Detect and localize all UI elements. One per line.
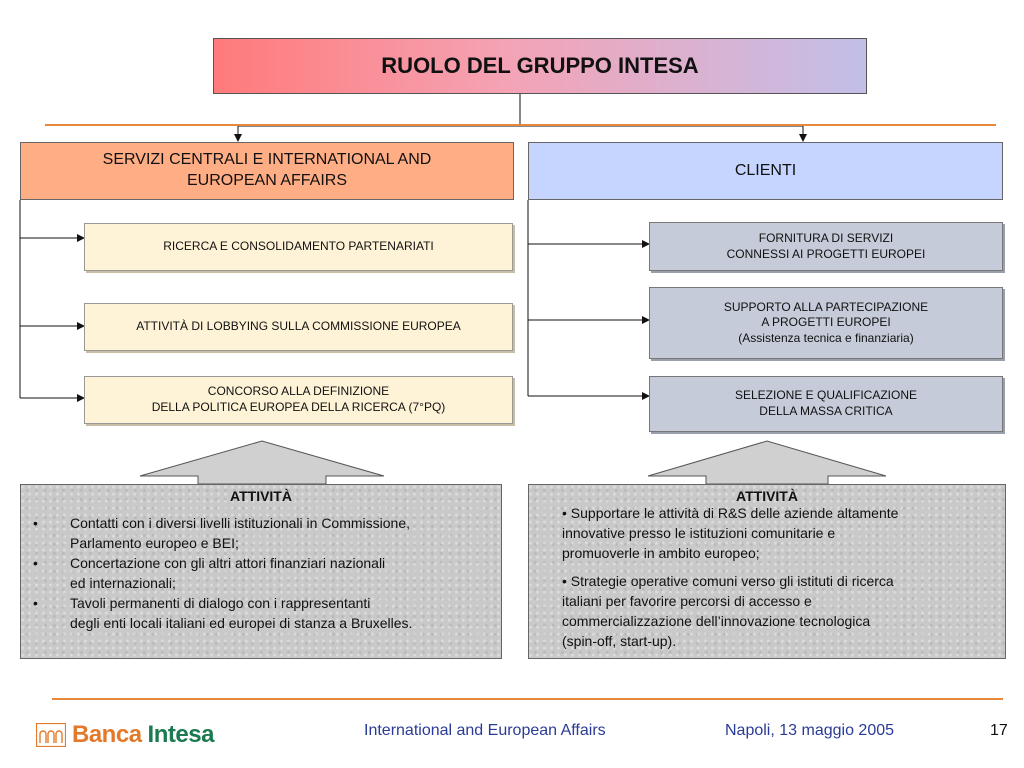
right-roof-shape — [648, 441, 886, 484]
left-column-header: SERVIZI CENTRALI E INTERNATIONAL AND EUROPEAN AFFAIRS — [20, 142, 514, 200]
title-box — [213, 38, 867, 94]
logo-word-banca: Banca — [72, 721, 142, 748]
right-activity-title: ATTIVITÀ — [736, 488, 798, 504]
left-item-1: RICERCA E CONSOLIDAMENTO PARTENARIATI — [84, 223, 513, 271]
bottom-divider — [52, 698, 1003, 700]
list-item: • Tavoli permanenti di dialogo con i rappresentanti degli enti locali italiani ed europei di stanza a Bruxelles. — [25, 593, 412, 633]
left-activity-box — [20, 484, 502, 659]
right-item-3: SELEZIONE E QUALIFICAZIONE DELLA MASSA CRITICA — [649, 376, 1003, 432]
left-activity-list — [25, 513, 412, 633]
top-divider — [45, 124, 996, 126]
list-item: • Strategie operative comuni verso gli istituti di ricerca italiani per favorire percorsi di accesso e commercializzazione dell’innovazione tecnologica (spin-off, start-up). — [562, 573, 894, 649]
right-item-1: FORNITURA DI SERVIZI CONNESSI AI PROGETTI EUROPEI — [649, 222, 1003, 271]
right-activity-box — [528, 484, 1006, 659]
right-activity-text — [562, 503, 995, 659]
arches-icon — [36, 723, 66, 747]
list-item: • Supportare le attività di R&S delle aziende altamente innovative presso le istituzioni comunitarie e promuoverle in ambito europeo; — [562, 505, 899, 561]
list-item: • Contatti con i diversi livelli istituzionali in Commissione, Parlamento europeo e BEI; — [25, 513, 412, 553]
left-activity-title: ATTIVITÀ — [230, 488, 292, 504]
left-item-2: ATTIVITÀ DI LOBBYING SULLA COMMISSIONE EUROPEA — [84, 303, 513, 351]
footer-date: Napoli, 13 maggio 2005 — [725, 722, 895, 739]
right-item-2: SUPPORTO ALLA PARTECIPAZIONE A PROGETTI EUROPEI (Assistenza tecnica e finanziaria) — [649, 287, 1003, 359]
page-number: 17 — [990, 722, 1008, 739]
left-roof-shape — [140, 441, 384, 484]
left-item-3: CONCORSO ALLA DEFINIZIONE DELLA POLITICA EUROPEA DELLA RICERCA (7°PQ) — [84, 376, 513, 424]
logo-word-intesa: Intesa — [147, 721, 214, 748]
page-title: RUOLO DEL GRUPPO INTESA — [381, 53, 699, 78]
footer-title: International and European Affairs — [364, 722, 606, 739]
right-column-header: CLIENTI — [528, 142, 1003, 200]
list-item: • Concertazione con gli altri attori finanziari nazionali ed internazionali; — [25, 553, 412, 593]
banca-intesa-logo — [36, 719, 214, 751]
